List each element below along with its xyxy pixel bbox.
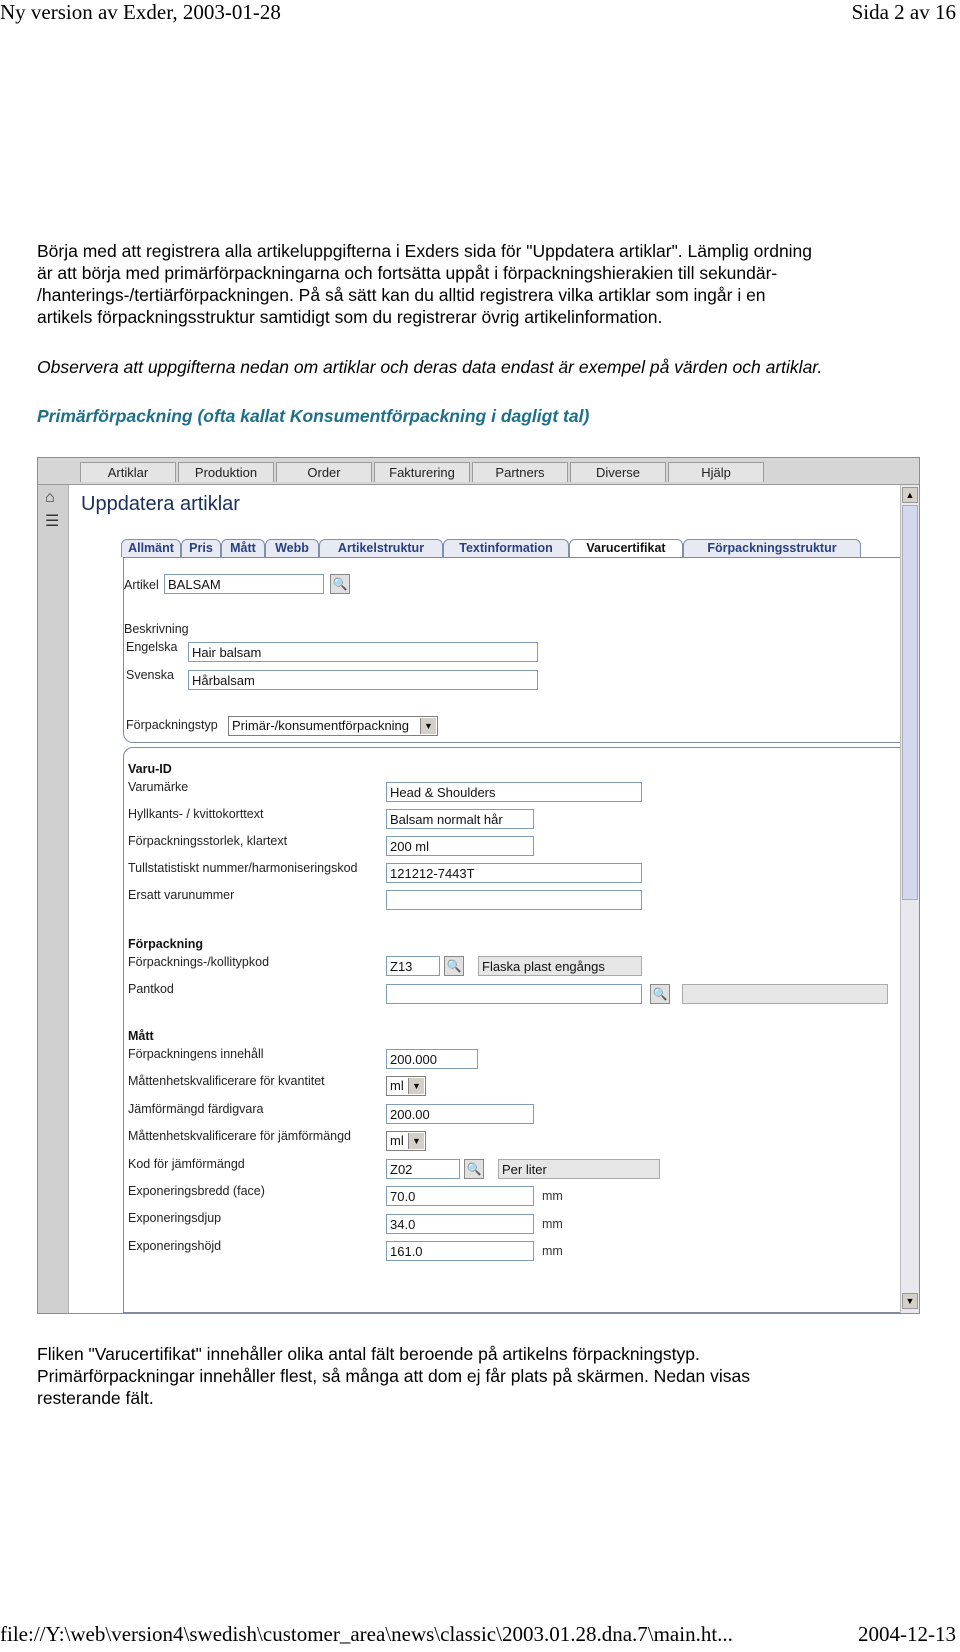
page-footer-right: 2004-12-13 <box>858 1622 956 1646</box>
kolli-description: Flaska plast engångs <box>478 956 642 976</box>
menu-tab-order[interactable]: Order <box>276 462 372 482</box>
article-panel <box>123 557 917 743</box>
storlek-input[interactable]: 200 ml <box>386 836 534 856</box>
menu-tab-diverse[interactable]: Diverse <box>570 462 666 482</box>
scroll-down-icon[interactable]: ▼ <box>902 1293 918 1309</box>
tab-matt[interactable]: Mått <box>221 539 265 557</box>
varu-id-heading: Varu-ID <box>128 762 172 776</box>
chevron-down-icon: ▼ <box>408 1078 424 1094</box>
scroll-thumb[interactable] <box>902 505 918 900</box>
forpackningstyp-label: Förpackningstyp <box>126 718 218 732</box>
search-icon: 🔍 <box>466 1162 482 1176</box>
tab-pris[interactable]: Pris <box>181 539 221 557</box>
pant-label: Pantkod <box>128 982 174 996</box>
kod-label: Kod för jämförmängd <box>128 1157 245 1171</box>
hyllkant-input[interactable]: Balsam normalt hår <box>386 809 534 829</box>
jamfor-label: Jämförmängd färdigvara <box>128 1102 264 1116</box>
svenska-label: Svenska <box>126 668 174 682</box>
tab-textinformation[interactable]: Textinformation <box>443 539 569 557</box>
outro-line: Fliken "Varucertifikat" innehåller olika antal fält beroende på artikelns förpackningstyp. <box>37 1344 700 1364</box>
pant-description <box>682 984 888 1004</box>
page-footer-left: file://Y:\web\version4\swedish\customer_area\news\classic\2003.01.28.dna.7\main.ht... <box>0 1622 733 1646</box>
kod-search-button[interactable] <box>464 1159 484 1179</box>
intro-line: Börja med att registrera alla artikeluppgifterna i Exders sida för "Uppdatera artiklar". Lämplig ordning <box>37 241 813 261</box>
chevron-down-icon: ▼ <box>408 1133 424 1149</box>
kod-description: Per liter <box>498 1159 660 1179</box>
scroll-up-icon[interactable]: ▲ <box>902 487 918 503</box>
artikel-search-button[interactable] <box>330 574 350 594</box>
intro-line: artikels förpackningsstruktur samtidigt som du registrerar övrig artikelinformation. <box>37 307 663 327</box>
search-icon: 🔍 <box>652 987 668 1001</box>
list-icon[interactable]: ☰ <box>45 513 60 530</box>
intro-paragraph <box>37 240 917 328</box>
kvant-select[interactable] <box>386 1076 426 1096</box>
innehall-label: Förpackningens innehåll <box>128 1047 264 1061</box>
storlek-label: Förpackningsstorlek, klartext <box>128 834 288 848</box>
vertical-scrollbar[interactable] <box>900 485 919 1313</box>
kolli-search-button[interactable] <box>444 956 464 976</box>
outro-line: Primärförpackningar innehåller flest, så många att dom ej får plats på skärmen. Nedan visas <box>37 1366 750 1386</box>
app-screenshot <box>37 457 920 1314</box>
bredd-label: Exponeringsbredd (face) <box>128 1184 265 1198</box>
tab-forpackningsstruktur[interactable]: Förpackningsstruktur <box>683 539 861 557</box>
svenska-input[interactable]: Hårbalsam <box>188 670 538 690</box>
varucertifikat-panel <box>123 747 917 1313</box>
menu-tab-produktion[interactable]: Produktion <box>178 462 274 482</box>
page-title: Uppdatera artiklar <box>81 493 240 515</box>
pant-input[interactable] <box>386 984 642 1004</box>
jamfor-kval-value: ml <box>390 1133 404 1148</box>
note-paragraph: Observera att uppgifterna nedan om artiklar och deras data endast är exempel på värden och artiklar. <box>37 357 823 377</box>
engelska-label: Engelska <box>126 640 178 654</box>
beskrivning-label: Beskrivning <box>124 622 189 636</box>
djup-unit: mm <box>542 1217 563 1231</box>
tab-webb[interactable]: Webb <box>265 539 319 557</box>
menu-tab-partners[interactable]: Partners <box>472 462 568 482</box>
pant-search-button[interactable] <box>650 984 670 1004</box>
search-icon: 🔍 <box>332 577 348 591</box>
tab-artikelstruktur[interactable]: Artikelstruktur <box>319 539 443 557</box>
jamfor-kval-label: Måttenhetskvalificerare för jämförmängd <box>128 1129 352 1143</box>
menu-tab-hjalp[interactable]: Hjälp <box>668 462 764 482</box>
kolli-code-input[interactable]: Z13 <box>386 956 440 976</box>
jamfor-input[interactable]: 200.00 <box>386 1104 534 1124</box>
chevron-down-icon: ▼ <box>420 718 436 734</box>
menu-bar <box>38 458 919 485</box>
ersatt-label: Ersatt varunummer <box>128 888 235 902</box>
home-icon[interactable]: ⌂ <box>45 489 55 506</box>
hojd-label: Exponeringshöjd <box>128 1239 222 1253</box>
page-header-right: Sida 2 av 16 <box>851 0 956 24</box>
kod-input[interactable]: Z02 <box>386 1159 460 1179</box>
kvant-label: Måttenhetskvalificerare för kvantitet <box>128 1074 325 1088</box>
tab-allmant[interactable]: Allmänt <box>121 539 181 557</box>
artikel-label: Artikel <box>124 578 159 592</box>
artikel-input[interactable]: BALSAM <box>164 574 324 594</box>
section-heading: Primärförpackning (ofta kallat Konsumentförpackning i dagligt tal) <box>37 406 590 426</box>
tab-varucertifikat[interactable]: Varucertifikat <box>569 539 683 557</box>
outro-line: resterande fält. <box>37 1388 154 1408</box>
intro-line: /hanterings-/tertiärförpackningen. På så sätt kan du alltid registrera vilka artiklar som ingår i en <box>37 285 766 305</box>
varumarke-input[interactable]: Head & Shoulders <box>386 782 642 802</box>
jamfor-kval-select[interactable] <box>386 1131 426 1151</box>
forpackningstyp-value: Primär-/konsumentförpackning <box>232 718 410 733</box>
bredd-unit: mm <box>542 1189 563 1203</box>
hyllkant-label: Hyllkants- / kvittokorttext <box>128 807 264 821</box>
kolli-label: Förpacknings-/kollitypkod <box>128 955 270 969</box>
tull-input[interactable]: 121212-7443T <box>386 863 642 883</box>
left-toolbar <box>38 485 69 1313</box>
matt-heading: Mått <box>128 1029 154 1043</box>
content-area <box>69 485 895 1313</box>
menu-tab-fakturering[interactable]: Fakturering <box>374 462 470 482</box>
menu-tab-artiklar[interactable]: Artiklar <box>80 462 176 482</box>
page-header-left: Ny version av Exder, 2003-01-28 <box>0 0 281 24</box>
engelska-input[interactable]: Hair balsam <box>188 642 538 662</box>
djup-label: Exponeringsdjup <box>128 1211 222 1225</box>
outro-paragraph <box>37 1343 917 1409</box>
kvant-value: ml <box>390 1078 404 1093</box>
search-icon: 🔍 <box>446 959 462 973</box>
forpackningstyp-select[interactable] <box>228 716 438 736</box>
tull-label: Tullstatistiskt nummer/harmoniseringskod <box>128 861 358 875</box>
hojd-input[interactable]: 161.0 <box>386 1241 534 1261</box>
intro-line: är att börja med primärförpackningarna och fortsätta uppåt i förpackningshierakien till sekundär- <box>37 263 778 283</box>
hojd-unit: mm <box>542 1244 563 1258</box>
bredd-input[interactable]: 70.0 <box>386 1186 534 1206</box>
djup-input[interactable]: 34.0 <box>386 1214 534 1234</box>
ersatt-input[interactable] <box>386 890 642 910</box>
innehall-input[interactable]: 200.000 <box>386 1049 478 1069</box>
forpackning-heading: Förpackning <box>128 937 204 951</box>
varumarke-label: Varumärke <box>128 780 189 794</box>
